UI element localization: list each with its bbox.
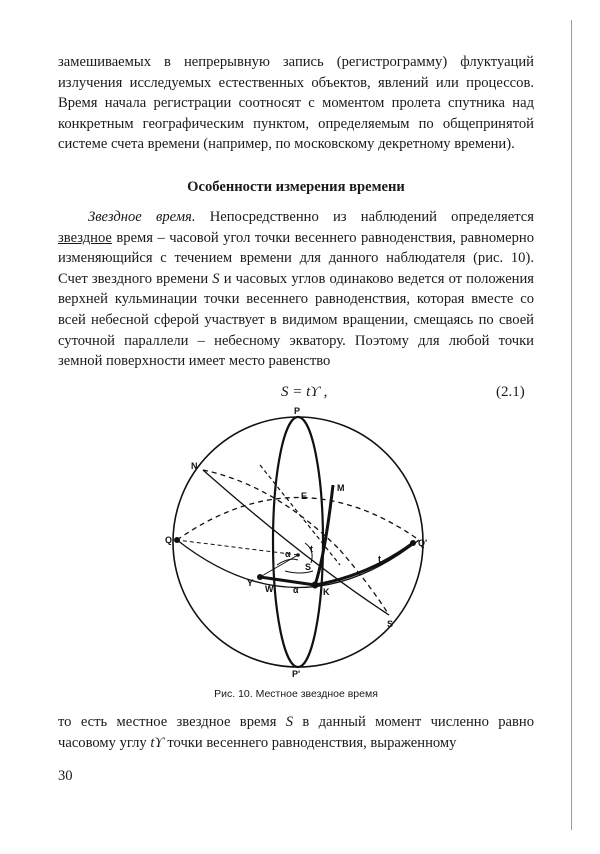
sphere-outline bbox=[173, 417, 423, 667]
label-s: S bbox=[387, 619, 394, 629]
paragraph-main bbox=[58, 207, 534, 372]
figure-caption: Рис. 10. Местное звездное время bbox=[214, 688, 378, 700]
point-w bbox=[257, 574, 263, 580]
bottom-variable-s: S bbox=[285, 714, 294, 730]
text-part-3: и часовых углов одинаково ведется от положения верхней кульминации точки весеннего равноденствия, которая вместе со всей небесной сферой участвует в видимом вращении, смещаясь по своей суточной параллели – небесному экватору. Поэтому для любой точки земной поверхности имеет место равенство bbox=[58, 270, 534, 370]
meridian-ellipse bbox=[273, 417, 323, 667]
equator-back bbox=[177, 498, 419, 541]
label-n: N bbox=[191, 461, 198, 471]
formula-number: (2.1) bbox=[496, 384, 525, 400]
label-k: K bbox=[323, 587, 330, 597]
label-p-prime: P' bbox=[292, 669, 301, 679]
label-t-right: t bbox=[378, 554, 381, 564]
page-number: 30 bbox=[58, 768, 73, 784]
label-m: M bbox=[337, 483, 345, 493]
paragraph-top: замешиваемых в непрерывную запись (регистрограмму) флуктуаций излучения исследуемых естественных объектов, явлений или процессов. Время начала регистрации соотносят с моментом пролета спутника над конкретным географическим пунктом, определяемым по общепринятой системе счета времени (например, по московскому декретному времени). bbox=[58, 54, 534, 153]
bottom-text-2: в данный момент численно равно часовому углу bbox=[58, 714, 535, 751]
paragraph-main-body bbox=[58, 207, 534, 372]
text-part-2: время – часовой угол точки весеннего равноденствия, равномерно изменяющийся с течением времени для данного наблюдателя (рис. 10). Счет звездного времени bbox=[58, 229, 534, 287]
label-alpha-lower: α bbox=[293, 585, 299, 595]
label-q-prime: Q' bbox=[418, 538, 428, 548]
point-center bbox=[296, 553, 300, 557]
variable-s: S bbox=[212, 270, 220, 287]
paragraph-bottom bbox=[58, 712, 534, 753]
label-s-inner: S bbox=[305, 562, 312, 572]
bottom-variable-t: tϒ bbox=[150, 734, 164, 751]
label-t-inner: t bbox=[310, 544, 313, 554]
angle-arc-alpha bbox=[277, 559, 298, 565]
equator-front bbox=[177, 540, 419, 588]
underlined-word: звездное bbox=[58, 229, 112, 246]
label-aries: ϒ bbox=[247, 578, 254, 588]
point-k bbox=[312, 582, 319, 589]
bottom-text-1: то есть местное звездное время bbox=[58, 714, 286, 730]
point-q-prime bbox=[410, 540, 416, 546]
celestial-sphere-figure bbox=[155, 405, 450, 680]
formula: S = tϒ , bbox=[281, 384, 328, 400]
term-sidereal-time: Звездное время. bbox=[88, 209, 196, 225]
bottom-text-3: точки весеннего равноденствия, выраженному bbox=[163, 734, 457, 751]
point-q bbox=[174, 537, 180, 543]
page-edge-line bbox=[571, 20, 572, 830]
label-e: E bbox=[301, 491, 308, 501]
section-heading: Особенности измерения времени bbox=[187, 179, 405, 195]
label-p: P bbox=[294, 406, 301, 416]
label-alpha-upper: α bbox=[285, 549, 291, 559]
horizon-back-dashed-2 bbox=[340, 550, 389, 615]
center-to-w bbox=[260, 555, 298, 577]
label-q: Q bbox=[165, 535, 173, 545]
text-part-1: Непосредственно из наблюдений определяется bbox=[195, 209, 534, 225]
label-w: W bbox=[265, 584, 274, 594]
